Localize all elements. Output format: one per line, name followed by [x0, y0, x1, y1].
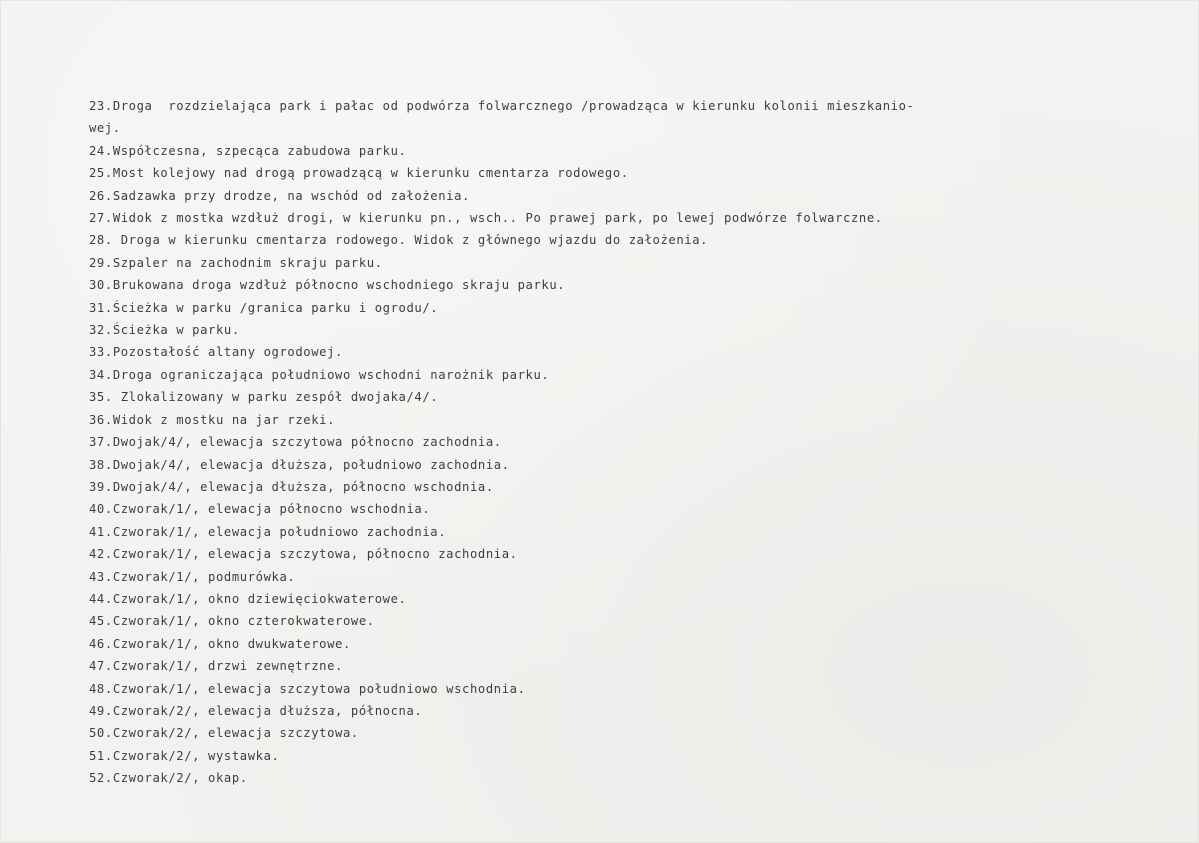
- entry-text: Dwojak/4/, elewacja szczytowa północno zachodnia.: [112, 435, 502, 450]
- entry-number: 45: [89, 614, 105, 629]
- entry-text: Czworak/1/, okno czterokwaterowe.: [112, 614, 375, 629]
- list-item: 40.Czworak/1/, elewacja północno wschodnia.: [89, 502, 431, 517]
- list-item: 25.Most kolejowy nad drogą prowadzącą w kierunku cmentarza rodowego.: [89, 166, 629, 181]
- entry-number: 34: [89, 367, 105, 382]
- entry-number: 28: [89, 233, 105, 248]
- entry-text: Sadzawka przy drodze, na wschód od założenia.: [112, 188, 470, 203]
- list-item: 27.Widok z mostka wzdłuż drogi, w kierunku pn., wsch.. Po prawej park, po lewej podwórze folwarczne.: [89, 211, 883, 226]
- entry-number: 30: [89, 278, 105, 293]
- entry-number: 50: [89, 726, 105, 741]
- list-item: 39.Dwojak/4/, elewacja dłuższa, północno wschodnia.: [89, 479, 494, 494]
- entry-number: 40: [89, 502, 105, 517]
- list-item: 46.Czworak/1/, okno dwukwaterowe.: [89, 636, 351, 651]
- entry-text: Droga rozdzielająca park i pałac od podwórza folwarcznego /prowadząca w kierunku kolonii mieszkanio-: [112, 99, 915, 113]
- entry-text: Czworak/2/, elewacja dłuższa, północna.: [112, 703, 423, 718]
- entry-number: 23: [89, 99, 105, 113]
- list-item: 48.Czworak/1/, elewacja szczytowa południowo wschodnia.: [89, 681, 526, 696]
- entry-number: 29: [89, 255, 105, 270]
- entry-text: Widok z mostku na jar rzeki.: [112, 412, 336, 427]
- list-item: 42.Czworak/1/, elewacja szczytowa, północno zachodnia.: [89, 547, 518, 562]
- list-item: 32.Ścieżka w parku.: [89, 323, 240, 338]
- list-item: 38.Dwojak/4/, elewacja dłuższa, południowo zachodnia.: [89, 457, 510, 472]
- entry-number: 31: [89, 300, 105, 315]
- list-item: 49.Czworak/2/, elewacja dłuższa, północna.: [89, 703, 423, 718]
- list-item: 23.Droga rozdzielająca park i pałac od podwórza folwarcznego /prowadząca w kierunku kolonii mieszkanio- wej.: [89, 95, 1129, 140]
- entry-number: 35: [89, 390, 105, 405]
- list-item: 30.Brukowana droga wzdłuż północno wschodniego skraju parku.: [89, 278, 566, 293]
- entry-number: 36: [89, 412, 105, 427]
- entry-number: 24: [89, 143, 105, 158]
- entry-number: 26: [89, 188, 105, 203]
- list-item: 41.Czworak/1/, elewacja południowo zachodnia.: [89, 524, 447, 539]
- entry-number: 51: [89, 748, 105, 763]
- entry-text: Czworak/1/, elewacja szczytowa, północno zachodnia.: [112, 547, 518, 562]
- entry-number: 41: [89, 524, 105, 539]
- list-item: 35. Zlokalizowany w parku zespół dwojaka/4/.: [89, 390, 439, 405]
- entry-text: Brukowana droga wzdłuż północno wschodniego skraju parku.: [112, 278, 566, 293]
- list-item: 33.Pozostałość altany ogrodowej.: [89, 345, 343, 360]
- entry-text: Czworak/2/, elewacja szczytowa.: [112, 726, 359, 741]
- entry-text: Zlokalizowany w parku zespół dwojaka/4/.: [112, 390, 439, 405]
- list-item: 31.Ścieżka w parku /granica parku i ogrodu/.: [89, 300, 439, 315]
- entry-number: 44: [89, 591, 105, 606]
- list-item: 28. Droga w kierunku cmentarza rodowego. Widok z głównego wjazdu do założenia.: [89, 233, 709, 248]
- entry-number: 38: [89, 457, 105, 472]
- list-item: 43.Czworak/1/, podmurówka.: [89, 569, 296, 584]
- entry-number: 52: [89, 771, 105, 786]
- list-item: 45.Czworak/1/, okno czterokwaterowe.: [89, 614, 375, 629]
- entry-text: Ścieżka w parku.: [112, 323, 240, 338]
- entry-text: Most kolejowy nad drogą prowadzącą w kierunku cmentarza rodowego.: [112, 166, 629, 181]
- entry-text: Dwojak/4/, elewacja dłuższa, południowo zachodnia.: [112, 457, 510, 472]
- entry-number: 27: [89, 211, 105, 226]
- entry-text-continuation: wej.: [89, 121, 121, 136]
- list-item: 50.Czworak/2/, elewacja szczytowa.: [89, 726, 359, 741]
- list-item: 36.Widok z mostku na jar rzeki.: [89, 412, 336, 427]
- entry-text: Szpaler na zachodnim skraju parku.: [112, 255, 383, 270]
- entry-text: Pozostałość altany ogrodowej.: [112, 345, 343, 360]
- entry-number: 43: [89, 569, 105, 584]
- list-item: 52.Czworak/2/, okap.: [89, 771, 248, 786]
- entry-text: Czworak/2/, wystawka.: [112, 748, 280, 763]
- entry-text: Współczesna, szpecąca zabudowa parku.: [112, 143, 407, 158]
- entry-number: 47: [89, 659, 105, 674]
- entry-text: Czworak/1/, podmurówka.: [112, 569, 296, 584]
- list-item: 29.Szpaler na zachodnim skraju parku.: [89, 255, 383, 270]
- entry-text: Droga ograniczająca południowo wschodni narożnik parku.: [112, 367, 550, 382]
- entry-number: 37: [89, 435, 105, 450]
- list-item: 47.Czworak/1/, drzwi zewnętrzne.: [89, 659, 343, 674]
- entry-number: 32: [89, 323, 105, 338]
- list-item: 34.Droga ograniczająca południowo wschodni narożnik parku.: [89, 367, 550, 382]
- entry-number: 46: [89, 636, 105, 651]
- entry-text: Czworak/2/, okap.: [112, 771, 248, 786]
- entry-text: Czworak/1/, okno dziewięciokwaterowe.: [112, 591, 407, 606]
- entry-text: Dwojak/4/, elewacja dłuższa, północno wschodnia.: [112, 479, 494, 494]
- photo-caption-list: [89, 95, 1129, 790]
- entry-number: 39: [89, 479, 105, 494]
- list-item: 26.Sadzawka przy drodze, na wschód od założenia.: [89, 188, 470, 203]
- list-item: 37.Dwojak/4/, elewacja szczytowa północno zachodnia.: [89, 435, 502, 450]
- entry-text: Widok z mostka wzdłuż drogi, w kierunku pn., wsch.. Po prawej park, po lewej podwórze folwarczne.: [112, 211, 883, 226]
- entry-number: 25: [89, 166, 105, 181]
- entry-number: 49: [89, 703, 105, 718]
- list-item: 44.Czworak/1/, okno dziewięciokwaterowe.: [89, 591, 407, 606]
- entry-text: Czworak/1/, elewacja szczytowa południowo wschodnia.: [112, 681, 526, 696]
- entry-number: 48: [89, 681, 105, 696]
- entry-text: Droga w kierunku cmentarza rodowego. Widok z głównego wjazdu do założenia.: [112, 233, 709, 248]
- entry-text: Czworak/1/, drzwi zewnętrzne.: [112, 659, 343, 674]
- entry-text: Ścieżka w parku /granica parku i ogrodu/.: [112, 300, 439, 315]
- entry-text: Czworak/1/, okno dwukwaterowe.: [112, 636, 351, 651]
- list-item: 51.Czworak/2/, wystawka.: [89, 748, 280, 763]
- list-item: 24.Współczesna, szpecąca zabudowa parku.: [89, 143, 407, 158]
- entry-number: 42: [89, 547, 105, 562]
- entry-text: Czworak/1/, elewacja północno wschodnia.: [112, 502, 431, 517]
- entry-text: Czworak/1/, elewacja południowo zachodnia.: [112, 524, 447, 539]
- entry-number: 33: [89, 345, 105, 360]
